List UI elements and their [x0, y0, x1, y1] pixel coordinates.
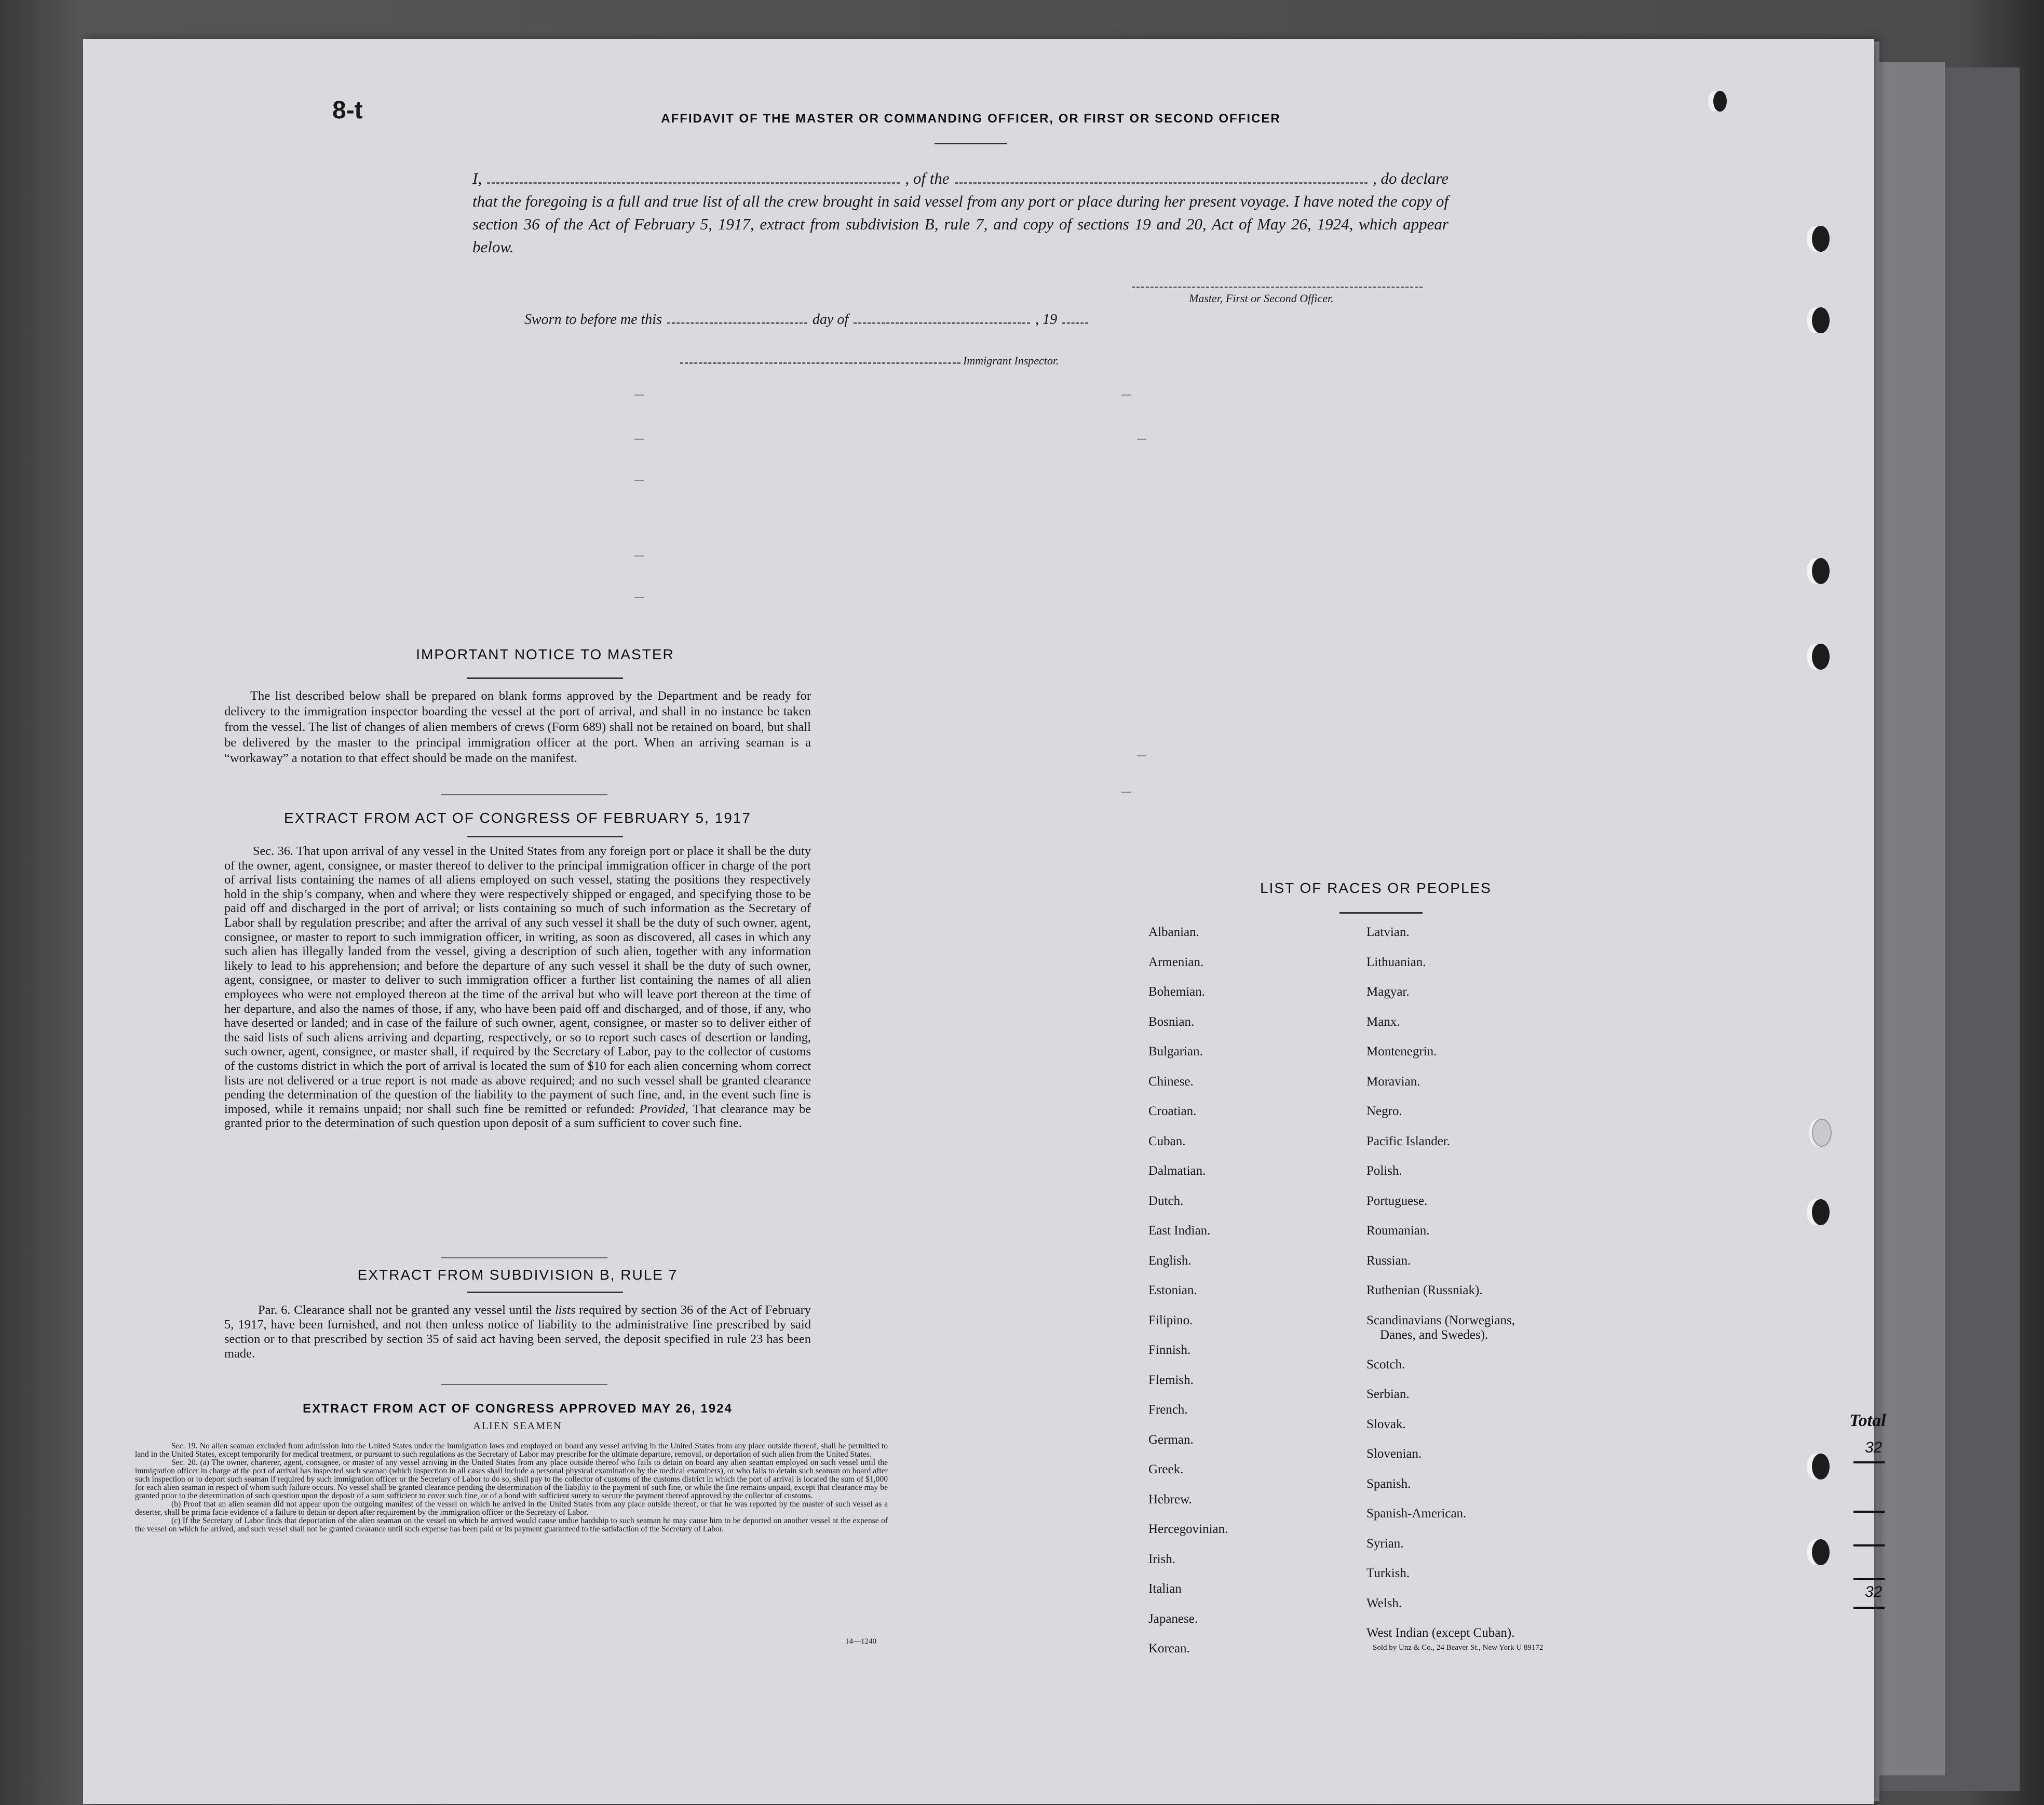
- binder-hole-icon: [1812, 1454, 1830, 1480]
- extract2-rule: [467, 1292, 623, 1293]
- declaration: [472, 167, 1449, 259]
- faint-mark: [634, 395, 644, 396]
- year-label: , 19: [1035, 311, 1058, 328]
- binder-hole-icon: [1812, 644, 1830, 670]
- races-rule: [1339, 912, 1423, 914]
- paragraph-6-text-a: Clearance shall not be granted any vessel until the: [294, 1303, 552, 1317]
- section-label: Sec. 36.: [253, 844, 293, 858]
- extract3-subtitle: ALIEN SEAMEN: [473, 1420, 562, 1432]
- race-item: Chinese.: [1148, 1074, 1194, 1089]
- tally-number: 32: [1865, 1439, 1883, 1456]
- declarant-prefix: I,: [472, 169, 482, 187]
- race-item: West Indian (except Cuban).: [1366, 1626, 1515, 1640]
- race-item: Moravian.: [1366, 1074, 1420, 1089]
- race-item-line: Scandinavians (Norwegians,: [1366, 1313, 1515, 1327]
- race-item: Croatian.: [1148, 1104, 1197, 1118]
- section-20a-paragraph: Sec. 20. (a) The owner, charterer, agent, consignee, or master of any vessel arriving in the United States from any place outside thereof who fails to detain on board any alien seaman employed on such vessel until the immigration officer in charge at the port of arrival has inspected such seaman (which inspection in all cases shall include a personal physical examination by the medical examiners), or who fails to detain such seaman on board after such inspection or to deport such seaman if required by such immigration officer or the Secretary of Labor to do so, shall pay to the collector of customs of the customs district in which the port of arrival is located the sum of $1,000 for each alien seaman in respect of whom such failure occurs. No vessel shall be granted clearance pending the determination of the liability to the payment of such fine, or while the fine remains unpaid, except that clearance may be granted prior to the determination of such question upon the deposit of a sum sufficient to cover such fine, or of a bond with sufficient surety to secure the payment thereof approved by the collector of customs.: [135, 1458, 888, 1500]
- declaration-body: that the foregoing is a full and true list of all the crew brought in said vessel from any port or place during her present voyage. I have noted the copy of section 36 of the Act of February 5, 1917, extract from subdivision B, rule 7, and copy of sections 19 and 20, Act of May 26, 1924, which appear below.: [472, 192, 1449, 256]
- races-left-column: [1148, 924, 1356, 1671]
- faint-mark: [1137, 755, 1146, 756]
- notice-paragraph: The list described below shall be prepared on blank forms approved by the Department and be ready for delivery to the immigration inspector boarding the vessel at the port of arrival, and shall in no instance be taken from the vessel. The list of changes of alien members of crews (Form 689) shall not be retained on board, but shall be delivered by the master to the principal immigration officer at the port. When an arriving seaman is a “workaway” a notation to that effect should be made on the manifest.: [224, 689, 811, 765]
- race-item-scandinavians: [1366, 1312, 1610, 1356]
- sworn-month-field[interactable]: [854, 315, 1030, 324]
- sworn-label: Sworn to before me this: [524, 311, 662, 328]
- extract2-title: EXTRACT FROM SUBDIVISION B, RULE 7: [357, 1267, 678, 1283]
- binder-hole-icon: [1713, 91, 1727, 112]
- race-item: Negro.: [1366, 1104, 1402, 1118]
- total-handwritten: Total: [1849, 1411, 1886, 1430]
- race-item: English.: [1148, 1253, 1192, 1268]
- stamp-number: 8-t: [332, 97, 363, 124]
- notice-body: [224, 688, 811, 766]
- race-item: Japanese.: [1148, 1611, 1198, 1626]
- extract1-body: [224, 844, 811, 1131]
- race-item: Magyar.: [1366, 985, 1410, 999]
- race-item: Portuguese.: [1366, 1193, 1428, 1208]
- seller-note: Sold by Unz & Co., 24 Beaver St., New York U 89172: [1373, 1644, 1544, 1652]
- form-number: 14—1240: [845, 1637, 876, 1646]
- race-item: Latvian.: [1366, 925, 1410, 939]
- race-item: Cuban.: [1148, 1134, 1186, 1148]
- race-item: Syrian.: [1366, 1536, 1404, 1551]
- race-item: Slovak.: [1366, 1417, 1406, 1431]
- race-item: Korean.: [1148, 1641, 1190, 1655]
- declarant-name-field[interactable]: [487, 172, 900, 184]
- day-of-label: day of: [812, 311, 849, 328]
- race-item: Flemish.: [1148, 1373, 1194, 1387]
- race-item: Irish.: [1148, 1552, 1176, 1566]
- tally-line: [1853, 1578, 1885, 1580]
- faint-mark: [1121, 792, 1131, 793]
- binder-hole-icon: [1812, 1119, 1832, 1147]
- race-item: Montenegrin.: [1366, 1044, 1437, 1058]
- section-separator: [441, 1257, 607, 1258]
- binder-hole-icon: [1812, 1539, 1830, 1565]
- tally-line: [1853, 1511, 1885, 1513]
- section-separator: [441, 794, 607, 795]
- sworn-year-field[interactable]: [1062, 315, 1088, 324]
- race-item: Slovenian.: [1366, 1447, 1422, 1461]
- sworn-line: [524, 311, 1173, 328]
- races-right-column: [1366, 924, 1610, 1655]
- race-item: Welsh.: [1366, 1596, 1402, 1610]
- race-item: Ruthenian (Russniak).: [1366, 1283, 1483, 1297]
- binder-hole-icon: [1812, 226, 1830, 252]
- race-item: Finnish.: [1148, 1343, 1191, 1357]
- paragraph-6-text-b: required by section 36 of the Act of February 5, 1917, have been furnished, and not then unless notice of liability to the administrative fine prescribed by said section or to that prescribed by section 35 of said act having been served, the deposit specified in rule 23 has been made.: [224, 1303, 811, 1361]
- tally-line: [1853, 1607, 1885, 1609]
- signature-caption: Master, First or Second Officer.: [1189, 292, 1334, 305]
- race-item: Estonian.: [1148, 1283, 1197, 1297]
- declaration-line1: [472, 167, 1449, 190]
- vessel-name-field[interactable]: [955, 172, 1368, 184]
- race-item: Bulgarian.: [1148, 1044, 1203, 1058]
- race-item: Hercegovinian.: [1148, 1522, 1228, 1536]
- sworn-day-field[interactable]: [667, 315, 807, 324]
- notice-title: IMPORTANT NOTICE TO MASTER: [416, 646, 674, 662]
- section-19-paragraph: Sec. 19. No alien seaman excluded from admission into the United States under the immigration laws and employed on board any vessel arriving in the United States from any place outside thereof, shall be permitted to land in the United States, except temporarily for medical treatment, or pursuant to such regulations as the Secretary of Labor may prescribe for the ultimate departure, removal, or deportation of such alien from the United States.: [135, 1442, 888, 1459]
- paragraph-6: [224, 1303, 811, 1361]
- race-item: Manx.: [1366, 1014, 1400, 1029]
- declare-text: , do declare: [1372, 169, 1449, 187]
- section-36-paragraph: [224, 844, 811, 1131]
- race-item: Filipino.: [1148, 1313, 1193, 1327]
- section-20c-paragraph: (c) If the Secretary of Labor finds that deportation of the alien seaman on the vessel on which he arrived would cause undue hardship to such seaman he may cause him to be deported on another vessel at the expense of the vessel on which he arrived, and such vessel shall not be granted clearance until such expense has been paid or its payment guaranteed to the satisfaction of the Secretary of Labor.: [135, 1516, 888, 1533]
- extract3-body: [135, 1442, 888, 1533]
- faint-mark: [1121, 395, 1131, 396]
- inspector-caption: Immigrant Inspector.: [963, 354, 1059, 367]
- race-item: Polish.: [1366, 1164, 1402, 1178]
- faint-mark: [634, 439, 644, 440]
- race-item: Turkish.: [1366, 1566, 1410, 1580]
- section-36-text: That upon arrival of any vessel in the United States from any foreign port or place it shall be the duty of the owner, agent, consignee, or master thereof to deliver to the principal immigration officer in charge of the port of arrival lists containing the names of all aliens employed on such vessel, stating the positions they respectively hold in the ship’s company, when and where they were respectively shipped or engaged, and specifying those to be paid off and discharged in the port of arrival; or lists containing so much of such information as the Secretary of Labor shall by regulation prescribe; and after the arrival of any such vessel it shall be the duty of such owner, agent, consignee, or master to report to such immigration officer, in writing, as soon as discovered, all cases in which any such alien has illegally landed from the vessel, giving a description of such alien, together with any information likely to lead to his apprehension; and before the departure of any such vessel it shall be the duty of such owner, agent, consignee, or master to deliver to such immigration officer a further list containing the names of all alien employees who were not employed thereon at the time of the arrival but who will leave port thereon at the time of her departure, and also the names of those, if any, who have been paid off and discharged, and of those, if any, who have deserted or landed; and in case of the failure of such owner, agent, consignee, or master so to deliver either of the said lists of such aliens arriving and departing, respectively, or so to report such cases of desertion or landing, such owner, agent, consignee, or master shall, if required by the Secretary of Labor, pay to the collector of customs of the customs district in which the port of arrival is located the sum of $10 for each alien concerning whom correct lists are not delivered or a true report is not made as above required; and no such vessel shall be granted clearance pending the determination of the question of the liability to the payment of such fine, and, in the event such fine is imposed, while it remains unpaid; nor shall such fine be remitted or refunded:: [224, 844, 811, 1116]
- inspector-signature-field[interactable]: [680, 362, 960, 364]
- race-item: Bosnian.: [1148, 1014, 1195, 1029]
- tally-line: [1853, 1461, 1885, 1463]
- race-item: Serbian.: [1366, 1387, 1410, 1401]
- title-rule: [935, 143, 1007, 144]
- provided-term: Provided,: [639, 1102, 688, 1116]
- race-item: Lithuanian.: [1366, 955, 1426, 969]
- extract1-rule: [467, 836, 623, 837]
- binder-hole-icon: [1812, 307, 1830, 333]
- race-item: Spanish.: [1366, 1476, 1411, 1491]
- tally-number: 32: [1865, 1583, 1883, 1600]
- race-item-line: Danes, and Swedes).: [1380, 1327, 1488, 1342]
- tally-line: [1853, 1544, 1885, 1546]
- race-item: Italian: [1148, 1582, 1182, 1596]
- race-item: Armenian.: [1148, 955, 1204, 969]
- extract1-title: EXTRACT FROM ACT OF CONGRESS OF FEBRUARY 5, 1917: [284, 810, 751, 826]
- section-20b-paragraph: (b) Proof that an alien seaman did not appear upon the outgoing manifest of the vessel on which he arrived in the United States from any place outside thereof, or that he was reported by the master of such vessel as a deserter, shall be prima facie evidence of a failure to detain or deport after requirement by the immigration officer or the Secretary of Labor.: [135, 1500, 888, 1517]
- section-36-text-end: That clearance may be granted prior to the determination of such question upon deposit of a sum sufficient to cover such fine.: [224, 1102, 811, 1131]
- faint-mark: [634, 597, 644, 598]
- race-item: Dutch.: [1148, 1193, 1184, 1208]
- race-item: Scotch.: [1366, 1357, 1405, 1372]
- race-item: Hebrew.: [1148, 1492, 1192, 1507]
- extract3-title: EXTRACT FROM ACT OF CONGRESS APPROVED MAY 26, 1924: [303, 1402, 733, 1416]
- race-item: Dalmatian.: [1148, 1164, 1206, 1178]
- lists-term: lists: [554, 1303, 576, 1317]
- race-item: Russian.: [1366, 1253, 1411, 1268]
- race-item: German.: [1148, 1432, 1194, 1447]
- faint-mark: [634, 480, 644, 481]
- faint-mark: [1137, 439, 1146, 440]
- race-item: East Indian.: [1148, 1224, 1211, 1238]
- vessel-prefix: , of the: [905, 169, 950, 187]
- extract2-body: [224, 1303, 811, 1361]
- paragraph-label: Par. 6.: [258, 1303, 291, 1317]
- race-item: Pacific Islander.: [1366, 1134, 1451, 1148]
- race-item: Albanian.: [1148, 925, 1199, 939]
- binder-hole-icon: [1812, 558, 1830, 584]
- race-item: Roumanian.: [1366, 1224, 1430, 1238]
- race-item: Bohemian.: [1148, 985, 1206, 999]
- affidavit-title: AFFIDAVIT OF THE MASTER OR COMMANDING OFFICER, OR FIRST OR SECOND OFFICER: [661, 112, 1281, 126]
- races-title: LIST OF RACES OR PEOPLES: [1260, 880, 1492, 896]
- race-item: Spanish-American.: [1366, 1507, 1467, 1521]
- race-item: French.: [1148, 1403, 1188, 1417]
- signature-field[interactable]: [1132, 287, 1423, 288]
- section-separator: [441, 1384, 607, 1385]
- race-item: Greek.: [1148, 1462, 1184, 1476]
- binder-hole-icon: [1812, 1199, 1830, 1225]
- faint-mark: [634, 555, 644, 557]
- notice-rule: [467, 677, 623, 679]
